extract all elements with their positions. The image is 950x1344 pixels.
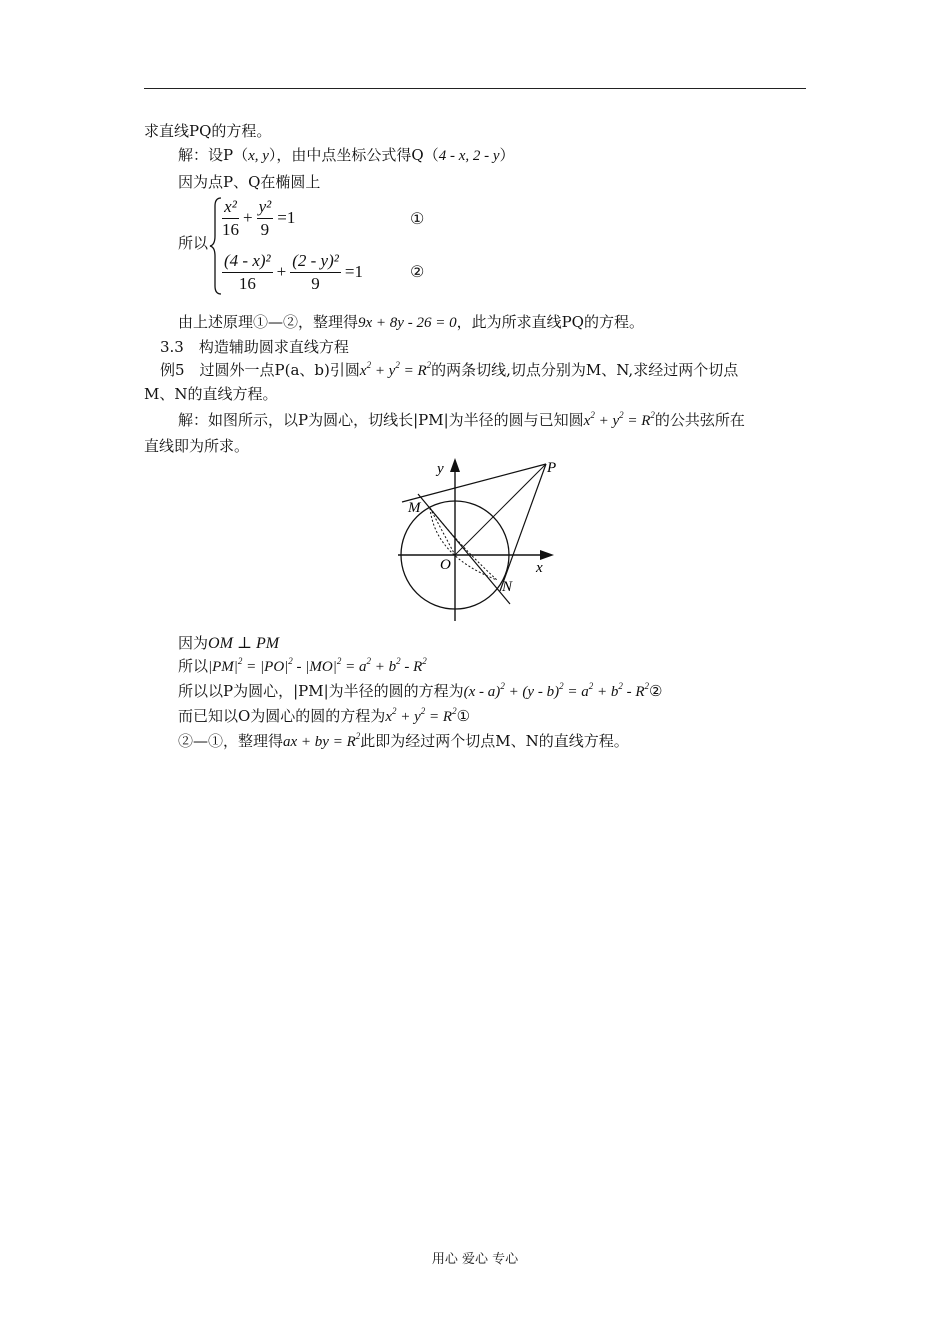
math-expr: x, y <box>248 148 269 164</box>
math-expr: $|PM|^2 = |PO|^2 - |MO|^2 = a^2 + b^2 - R^2$ <box>208 656 427 675</box>
example-line-2: M、N的直线方程。 <box>144 385 278 403</box>
page-footer: 用心 爱心 专心 <box>431 1252 519 1267</box>
example-line-1 <box>160 360 738 381</box>
geometry-diagram <box>390 456 570 626</box>
equals-one: =1 <box>277 208 296 227</box>
dotted-mo <box>430 508 455 555</box>
circle-equation: $x^2 + y^2 = R^2$ <box>583 410 655 429</box>
denominator: 9 <box>260 219 270 239</box>
fraction <box>222 196 239 241</box>
plus-sign: + <box>243 208 253 227</box>
math-expr: $(x - a)^2 + (y - b)^2 = a^2 + b^2 - R^2$ <box>463 681 649 700</box>
text-span: 的两条切线,切点分别为M、N,求经过两个切点 <box>431 361 739 379</box>
text-span: ），由中点坐标公式得Q（ <box>268 146 439 164</box>
math-expr: ax + by = $R^2$ <box>283 731 361 750</box>
numerator: (2 - y)² <box>290 250 341 273</box>
derivation-line-2 <box>178 656 427 677</box>
label-o: O <box>440 557 451 573</box>
plus-sign: + <box>276 262 287 281</box>
text-span: 的公共弦所在 <box>654 411 745 429</box>
header-rule <box>144 88 806 89</box>
label-m: M <box>408 500 421 516</box>
left-brace-icon <box>209 196 223 296</box>
text-span: 因为 <box>178 634 209 652</box>
text-span: 此即为经过两个切点M、N的直线方程。 <box>360 732 629 750</box>
numerator: x² <box>222 196 239 219</box>
derivation-line-4 <box>178 706 470 727</box>
chord-line <box>418 494 510 604</box>
equation-marker: ② <box>649 682 663 700</box>
math-expr: 9x + 8y - 26 = 0 <box>358 315 457 331</box>
text-span: ） <box>499 146 515 164</box>
segment-op <box>455 464 546 555</box>
text-span: 解：如图所示，以P为圆心，切线长|PM|为半径的圆与已知圆 <box>178 411 584 429</box>
text-span: 由上述原理①—②，整理得 <box>178 313 359 331</box>
equation-marker-1: ① <box>410 209 425 228</box>
text-span: 所以以P为圆心，|PM|为半径的圆的方程为 <box>178 682 464 700</box>
equals-one: =1 <box>344 262 363 281</box>
derivation-line-3 <box>178 681 662 702</box>
solution-line-1 <box>178 410 745 431</box>
fraction <box>257 196 274 241</box>
tangent-pm <box>402 464 546 502</box>
label-n: N <box>502 579 513 595</box>
label-p: P <box>547 460 557 476</box>
math-expr: OM ⊥ PM <box>208 635 280 652</box>
equation-2 <box>222 248 363 296</box>
fraction <box>222 250 273 295</box>
equation-marker-2: ② <box>410 262 425 281</box>
math-expr: $x^2 + y^2 = R^2$ <box>385 706 457 725</box>
denominator: 16 <box>238 273 256 293</box>
math-expr: 4 - x, 2 - y <box>438 148 500 164</box>
text-span: 解：设P（ <box>178 146 249 164</box>
equation-marker: ① <box>456 707 471 725</box>
solution-line-2: 直线即为所求。 <box>144 437 250 455</box>
label-x: x <box>536 560 543 576</box>
derivation-line-5 <box>178 731 629 752</box>
x-axis-arrow-icon <box>540 550 554 560</box>
result-line <box>178 312 644 333</box>
solution-intro <box>178 145 515 166</box>
text-span: ②—①，整理得 <box>178 732 284 750</box>
y-axis-arrow-icon <box>450 458 460 472</box>
label-y: y <box>437 461 444 477</box>
circle-equation: $x^2 + y^2 = R^2$ <box>359 360 432 379</box>
text-line-1: 求直线PQ的方程。 <box>144 122 272 140</box>
equation-1 <box>222 194 295 242</box>
text-span: 所以 <box>178 657 209 675</box>
denominator: 9 <box>311 273 320 293</box>
text-span: ，此为所求直线PQ的方程。 <box>456 313 644 331</box>
derivation-line-1 <box>178 633 279 654</box>
denominator: 16 <box>222 219 239 239</box>
numerator: (4 - x)² <box>222 250 273 273</box>
numerator: y² <box>257 196 274 219</box>
text-span: 例5 过圆外一点P(a、b)引圆 <box>160 361 360 379</box>
text-span: 而已知以O为圆心的圆的方程为 <box>178 707 386 725</box>
system-label: 所以 <box>178 234 209 252</box>
text-line-3: 因为点P、Q在椭圆上 <box>178 173 321 191</box>
section-heading: 3.3 构造辅助圆求直线方程 <box>160 338 349 356</box>
fraction <box>290 250 341 295</box>
